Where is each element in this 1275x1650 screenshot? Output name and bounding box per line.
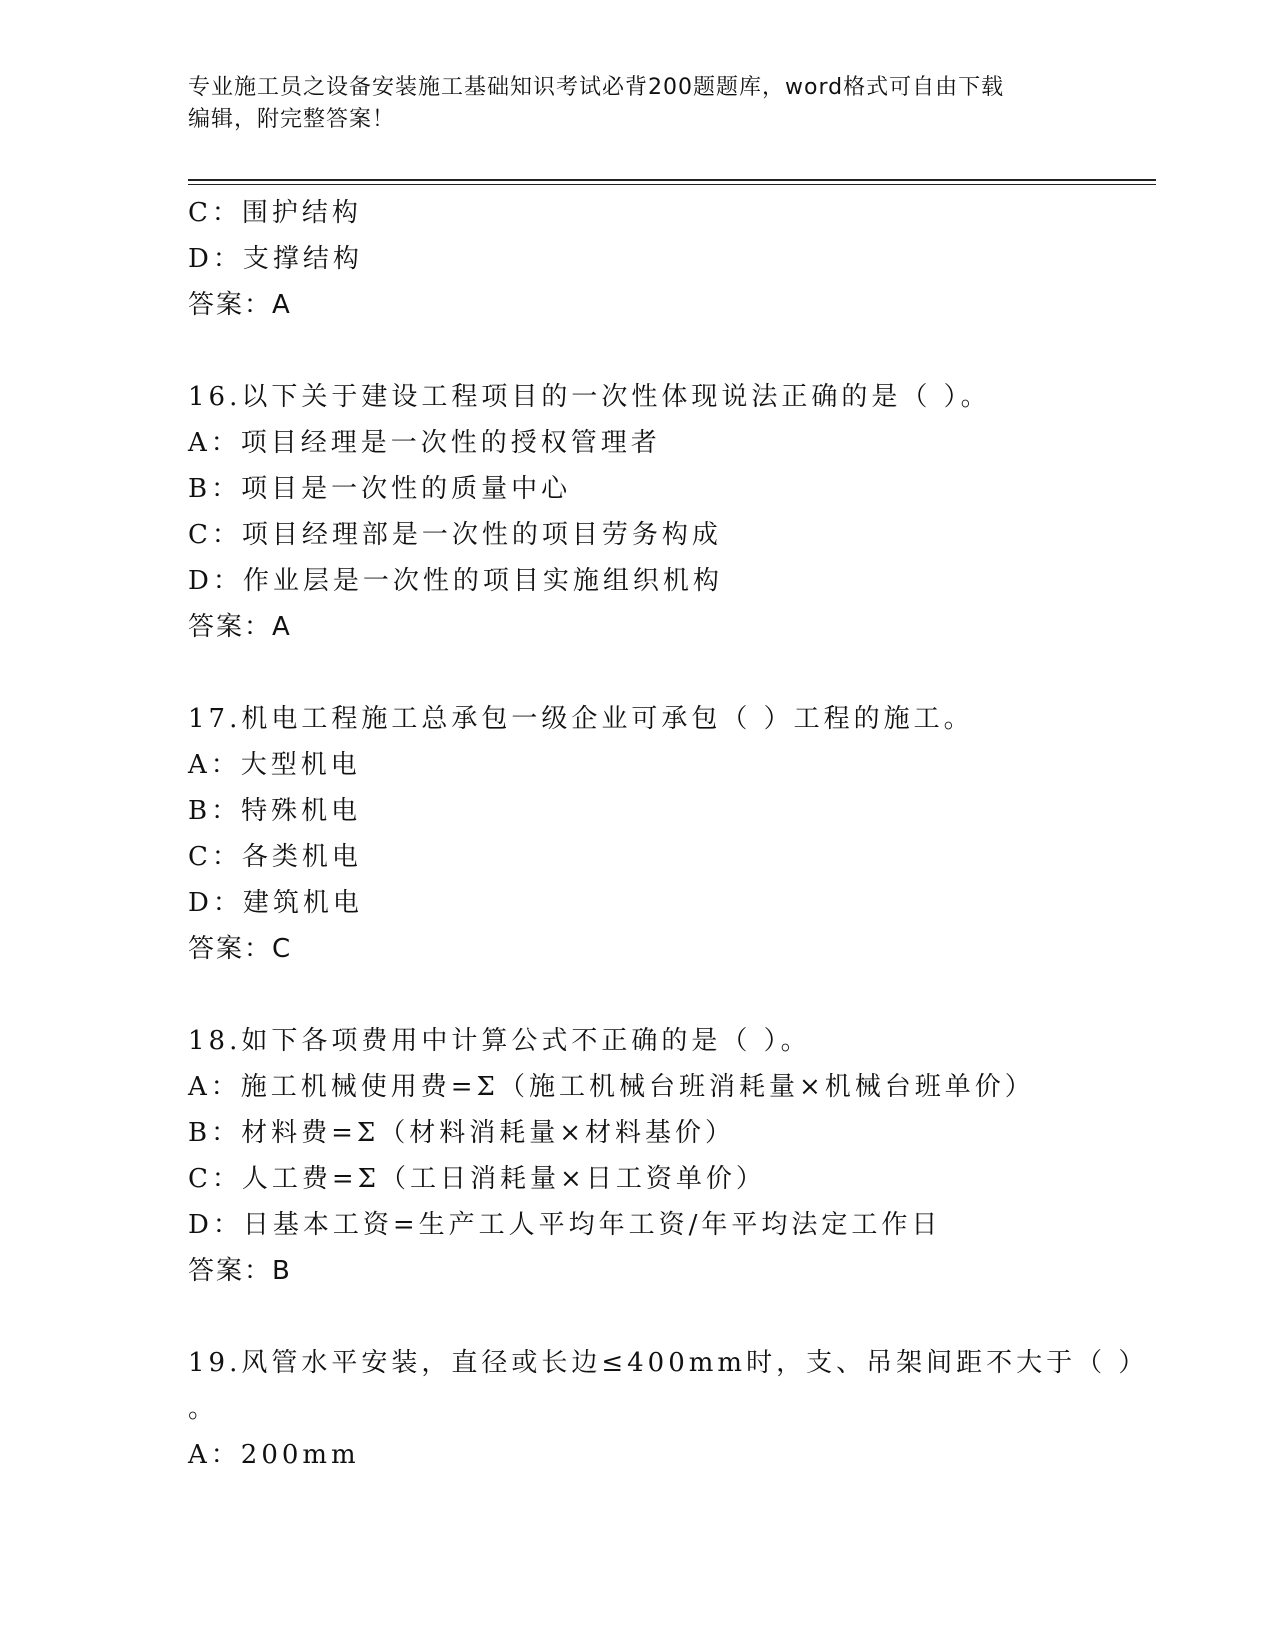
option-c: C：围护结构 bbox=[188, 198, 362, 228]
question-16 bbox=[188, 374, 1148, 650]
option-c: C：项目经理部是一次性的项目劳务构成 bbox=[188, 520, 722, 550]
option-c: C：各类机电 bbox=[188, 842, 362, 872]
option-a: A：项目经理是一次性的授权管理者 bbox=[188, 428, 661, 458]
spacer bbox=[188, 1294, 1148, 1340]
header-divider-thick bbox=[188, 179, 1156, 181]
option-d: D：建筑机电 bbox=[188, 888, 363, 918]
option-b: B：项目是一次性的质量中心 bbox=[188, 474, 572, 504]
option-a: A：大型机电 bbox=[188, 750, 361, 780]
question-stem: 16.以下关于建设工程项目的一次性体现说法正确的是（ ）。 bbox=[188, 382, 991, 412]
spacer bbox=[188, 650, 1148, 696]
option-b: B：特殊机电 bbox=[188, 796, 362, 826]
option-a: A：200mm bbox=[188, 1440, 360, 1470]
option-d: D：作业层是一次性的项目实施组织机构 bbox=[188, 566, 723, 596]
document-header bbox=[188, 72, 1088, 136]
header-title-line-2: 编辑，附完整答案！ bbox=[188, 107, 396, 132]
answer-line: 答案：B bbox=[188, 1256, 292, 1286]
option-b: B：材料费=Σ（材料消耗量×材料基价） bbox=[188, 1118, 736, 1148]
question-stem: 18.如下各项费用中计算公式不正确的是（ ）。 bbox=[188, 1026, 811, 1056]
question-stem-line-2: 。 bbox=[188, 1394, 219, 1424]
option-c: C：人工费=Σ（工日消耗量×日工资单价） bbox=[188, 1164, 766, 1194]
header-title-line-1: 专业施工员之设备安装施工基础知识考试必背200题题库，word格式可自由下载 bbox=[188, 75, 1005, 100]
option-a: A：施工机械使用费=Σ（施工机械台班消耗量×机械台班单价） bbox=[188, 1072, 1035, 1102]
header-divider-thin bbox=[188, 184, 1156, 185]
option-d: D：支撑结构 bbox=[188, 244, 363, 274]
spacer bbox=[188, 328, 1148, 374]
answer-line: 答案：A bbox=[188, 612, 292, 642]
option-d: D：日基本工资=生产工人平均年工资/年平均法定工作日 bbox=[188, 1210, 942, 1240]
question-18 bbox=[188, 1018, 1148, 1294]
question-stem-line-1: 19.风管水平安装，直径或长边≤400mm时，支、吊架间距不大于（ ） bbox=[188, 1348, 1149, 1378]
question-stem: 17.机电工程施工总承包一级企业可承包（ ）工程的施工。 bbox=[188, 704, 974, 734]
question-list bbox=[188, 190, 1148, 1478]
answer-line: 答案：C bbox=[188, 934, 293, 964]
question-partial bbox=[188, 190, 1148, 328]
answer-line: 答案：A bbox=[188, 290, 292, 320]
question-17 bbox=[188, 696, 1148, 972]
spacer bbox=[188, 972, 1148, 1018]
question-19 bbox=[188, 1340, 1148, 1478]
